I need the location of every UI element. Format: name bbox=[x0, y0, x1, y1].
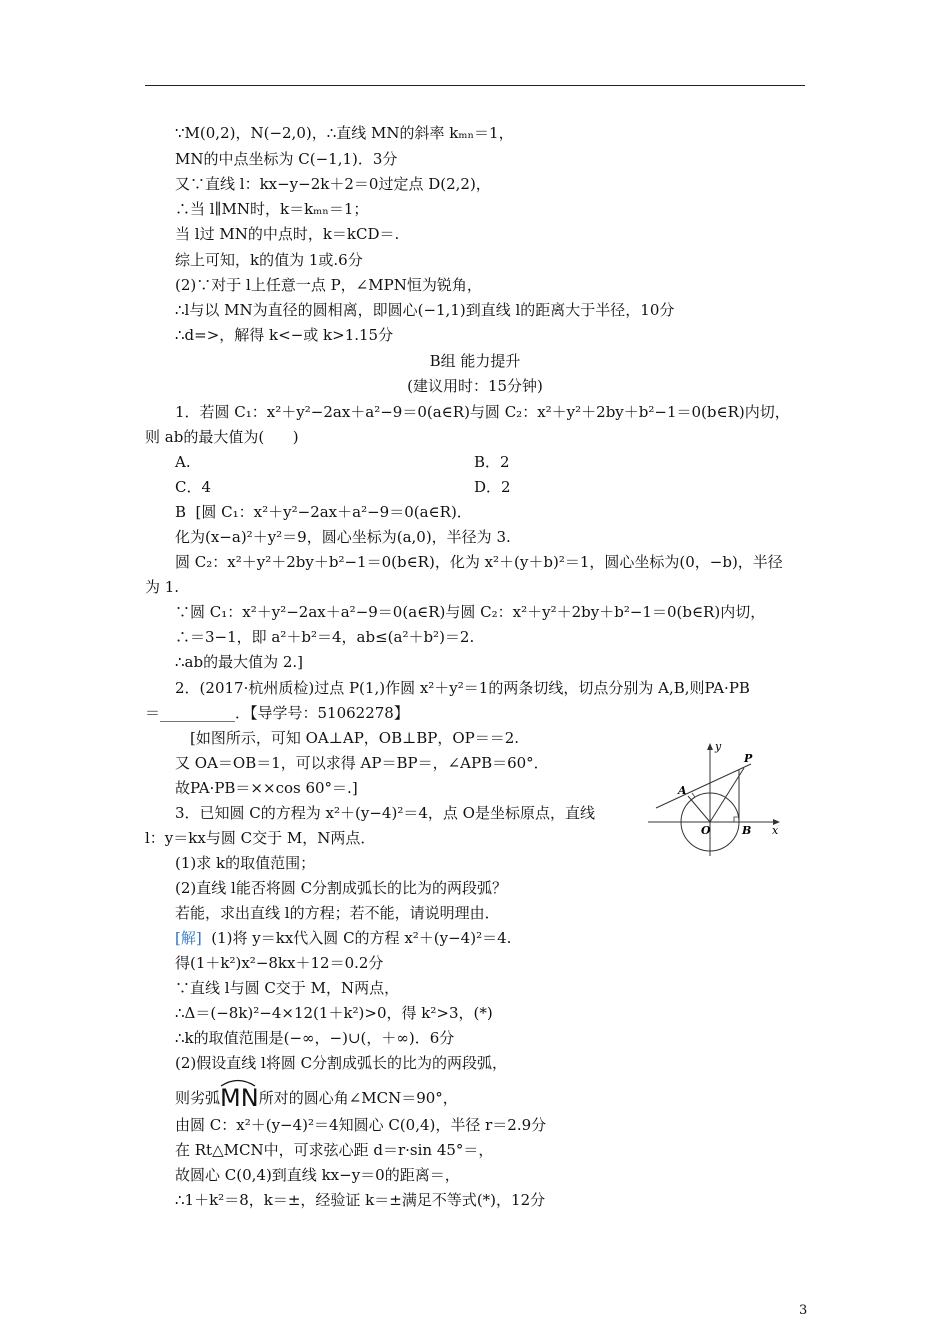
q3-solution-line: 故圆心 C(0,4)到直线 kx−y＝0的距离＝， bbox=[175, 1166, 460, 1184]
tangent-circle-figure bbox=[648, 738, 788, 858]
y-axis-arrow bbox=[707, 743, 713, 750]
arc-suffix: 所对的圆心角∠MCN＝90°， bbox=[258, 1089, 458, 1107]
q1-solution-line: ∴ab的最大值为 2.] bbox=[175, 653, 304, 671]
tangent-pa bbox=[656, 764, 751, 808]
q2-stem-cont: ＝__________．【导学号：51062278】 bbox=[145, 704, 409, 722]
arc-label: MN bbox=[220, 1084, 259, 1112]
q2-solution-line: 又 OA＝OB＝1，可以求得 AP＝BP＝，∠APB＝60°． bbox=[175, 754, 549, 772]
q1-solution-line: B [圆 C₁：x²＋y²−2ax＋a²−9＝0(a∈R)． bbox=[175, 503, 472, 521]
label-b: B bbox=[742, 824, 752, 837]
arc-prefix: 则劣弧 bbox=[175, 1089, 221, 1107]
q1-option-b: B．2 bbox=[474, 453, 510, 471]
header-rule bbox=[145, 85, 805, 86]
q3-solution-line: (2)假设直线 l将圆 C分割成弧长的比为的两段弧， bbox=[175, 1054, 508, 1072]
q3-solution-text: (1)将 y＝kx代入圆 C的方程 x²＋(y−4)²＝4. bbox=[211, 929, 512, 947]
q1-stem: 1．若圆 C₁：x²＋y²−2ax＋a²−9＝0(a∈R)与圆 C₂：x²＋y²＋2by＋b²−1＝0(b∈R)内切， bbox=[175, 403, 790, 421]
q3-solution-line: ∴k的取值范围是(−∞，−)∪(，＋∞)．6分 bbox=[175, 1029, 455, 1047]
text-line: 又∵直线 l：kx−y−2k＋2＝0过定点 D(2,2)， bbox=[175, 175, 491, 193]
q3-solution-line: 在 Rt△MCN中，可求弦心距 d＝r·sin 45°＝， bbox=[175, 1141, 494, 1159]
arc-mn bbox=[220, 1083, 259, 1113]
q1-solution-line: 圆 C₂：x²＋y²＋2by＋b²−1＝0(b∈R)，化为 x²＋(y＋b)²＝1，圆心坐标为(0，−b)，半径 bbox=[175, 553, 783, 571]
text-line: (2)∵对于 l上任意一点 P，∠MPN恒为锐角， bbox=[175, 276, 482, 294]
q3-solution-line: 由圆 C：x²＋(y−4)²＝4知圆心 C(0,4)，半径 r＝2.9分 bbox=[175, 1116, 547, 1134]
text-line: ∴l与以 MN为直径的圆相离，即圆心(−1,1)到直线 l的距离大于半径，10分 bbox=[175, 301, 675, 319]
q1-solution-line: 为 1. bbox=[145, 578, 180, 596]
text-line: ∵M(0,2)，N(−2,0)，∴直线 MN的斜率 kₘₙ＝1， bbox=[175, 124, 514, 142]
q1-option-c: C．4 bbox=[175, 478, 212, 496]
section-title: B组 能力提升 bbox=[429, 352, 521, 370]
text-line: ∴当 l∥MN时，k＝kₘₙ＝1； bbox=[175, 200, 369, 218]
q1-solution-line: ∵圆 C₁：x²＋y²−2ax＋a²−9＝0(a∈R)与圆 C₂：x²＋y²＋2by＋b²−1＝0(b∈R)内切， bbox=[175, 603, 766, 621]
q3-stem-cont: l：y＝kx与圆 C交于 M，N两点． bbox=[145, 829, 376, 847]
q3-solution-line: ∴1＋k²＝8，k＝±，经验证 k＝±满足不等式(*)，12分 bbox=[175, 1191, 546, 1209]
q3-stem: 3．已知圆 C的方程为 x²＋(y−4)²＝4，点 O是坐标原点，直线 bbox=[175, 804, 595, 822]
q1-solution-line: 化为(x−a)²＋y²＝9，圆心坐标为(a,0)，半径为 3. bbox=[175, 528, 511, 546]
text-line: ∴d=>，解得 k<−或 k>1.15分 bbox=[175, 326, 394, 344]
q1-option-a: A. bbox=[175, 453, 191, 471]
q1-solution-line: ∴＝3−1，即 a²＋b²＝4，ab≤(a²＋b²)＝2. bbox=[175, 628, 475, 646]
q3-solution-start bbox=[175, 928, 511, 948]
label-p: P bbox=[744, 752, 753, 765]
solution-marker: [解] bbox=[175, 929, 202, 947]
text-line: MN的中点坐标为 C(−1,1)．3分 bbox=[175, 150, 398, 168]
q2-solution-line: [如图所示，可知 OA⊥AP，OB⊥BP，OP＝＝2. bbox=[190, 729, 520, 747]
text-line: 当 l过 MN的中点时，k＝kCD＝. bbox=[175, 225, 400, 243]
q3-solution-line: ∴Δ＝(−8k)²−4×12(1＋k²)>0，得 k²>3，(*) bbox=[175, 1004, 493, 1022]
q1-stem-cont: 则 ab的最大值为( ) bbox=[145, 428, 299, 446]
page-number: 3 bbox=[799, 1303, 808, 1318]
label-y: y bbox=[715, 740, 722, 753]
q3-sub-question: (1)求 k的取值范围； bbox=[175, 854, 316, 872]
q3-arc-line bbox=[175, 1083, 458, 1113]
label-o: O bbox=[701, 824, 711, 837]
q2-stem: 2．(2017·杭州质检)过点 P(1,)作圆 x²＋y²＝1的两条切线，切点分别为 A,B,则PA·PB bbox=[175, 679, 750, 697]
q3-sub-question: (2)直线 l能否将圆 C分割成弧长的比为的两段弧？ bbox=[175, 879, 508, 897]
q3-solution-line: ∵直线 l与圆 C交于 M，N两点， bbox=[175, 979, 400, 997]
section-subtitle: (建议用时：15分钟) bbox=[407, 377, 543, 395]
arc-symbol-icon bbox=[219, 1077, 257, 1087]
q3-solution-line: 得(1＋k²)x²−8kx＋12＝0.2分 bbox=[175, 954, 384, 972]
q1-option-d: D．2 bbox=[474, 478, 511, 496]
label-x: x bbox=[772, 824, 779, 837]
q3-sub-question: 若能，求出直线 l的方程；若不能，请说明理由． bbox=[175, 904, 500, 922]
label-a: A bbox=[678, 784, 687, 797]
text-line: 综上可知，k的值为 1或.6分 bbox=[175, 251, 363, 269]
q2-solution-line: 故PA·PB＝××cos 60°＝.] bbox=[175, 779, 358, 797]
